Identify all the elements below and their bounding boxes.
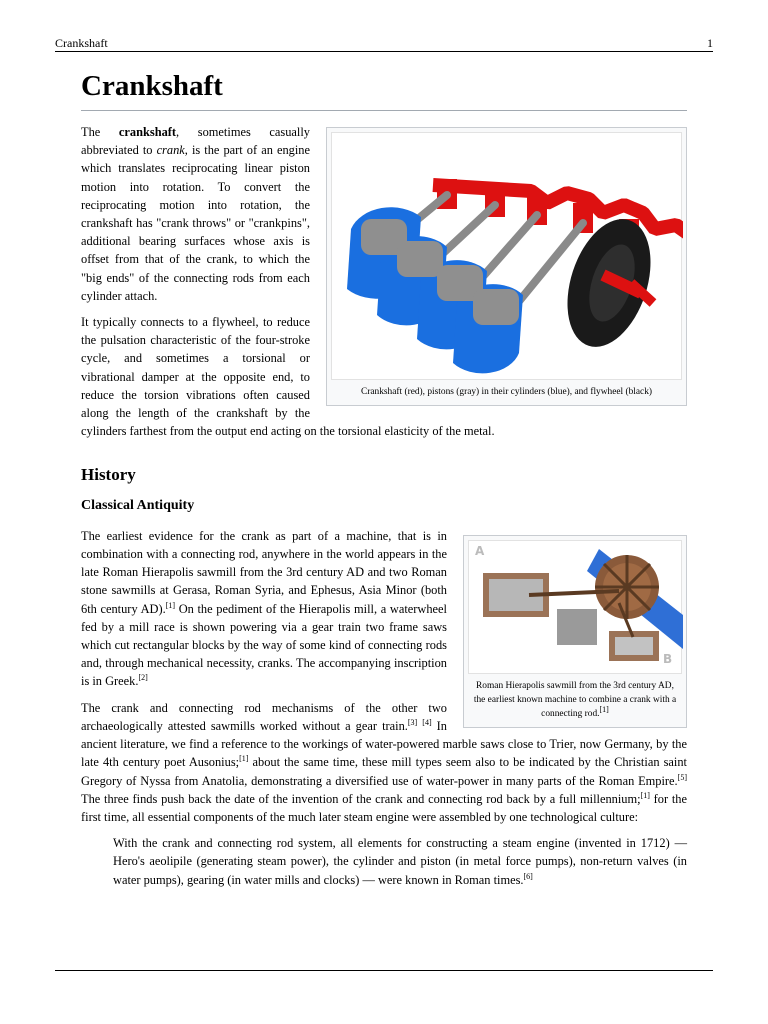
page-title: Crankshaft <box>81 70 223 102</box>
citation[interactable]: [1] <box>239 754 249 764</box>
running-title: Crankshaft <box>55 36 108 50</box>
citation[interactable]: [4] <box>422 717 432 727</box>
classical-antiquity-heading: Classical Antiquity <box>81 497 195 513</box>
history-heading: History <box>81 465 136 485</box>
block-quote: With the crank and connecting rod system, all elements for constructing a steam engine (invented in 1712) — Hero's aeolipile (generating steam power), the cylinder and piston (in metal force pumps), non-return valves (in water pumps), gearing (in water mills and clocks) — were known in Roman times.[6] <box>113 836 687 887</box>
sawmill-illustration <box>468 540 682 674</box>
figure-caption: Roman Hierapolis sawmill from the 3rd century AD, the earliest known machine to combine a crank with a connecting rod.[1] <box>473 680 677 719</box>
crank-link[interactable]: crank <box>156 143 185 158</box>
figure-caption: Crankshaft (red), pistons (gray) in their cylinders (blue), and flywheel (black) <box>360 387 653 397</box>
history-paragraph-2: The crank and connecting rod mechanisms of the other two archaeologically attested sawmills worked without a gear train.[3] [4] In ancient literature, we find a reference to the workings of water-powered marble saws close to Trier, now Germany, by the late 4th century poet Ausonius;[1] about the same time, these mill types seem also to be indicated by the Christian saint Gregory of Nyssa from Anatolia, demonstrating a diversified use of water-power in many parts of the Roman Empire.[5] The three finds push back the date of the invention of the crank and connecting rod back by a full millennium;[1] for the first time, all essential components of the much later steam engine were assembled by one technological culture: <box>81 700 688 824</box>
crankshaft-figure <box>326 127 687 406</box>
label-a: A <box>475 543 485 558</box>
header-rule <box>55 51 713 52</box>
intro-paragraph-1: The crankshaft, sometimes casually abbreviated to crank, is the part of an engine which translates reciprocating linear piston motion into rotation. To convert the reciprocating motion into rotation, the crankshaft has "crank throws" or "crankpins", additional bearing surfaces whose axis is offset from that of the crank, to which the "big ends" of the connecting rods from each cylinder attach. <box>81 125 310 303</box>
citation[interactable]: [2] <box>138 673 148 683</box>
crankshaft-illustration <box>331 132 682 380</box>
citation[interactable]: [1] <box>165 600 176 610</box>
footer-rule <box>55 970 713 971</box>
bold-term: crankshaft <box>118 125 177 139</box>
page-number: 1 <box>707 36 713 50</box>
label-b: B <box>663 651 673 666</box>
article-body <box>81 123 687 889</box>
history-paragraph-1: The earliest evidence for the crank as part of a machine, that is in combination with a connecting rod, anywhere in the world appears in the late Roman Hierapolis sawmill from the 3rd century AD and two Roman stone sawmills at Gerasa, Roman Syria, and Ephesus, Asia Minor (both 6th century AD).[1] On the pediment of the Hierapolis mill, a waterwheel fed by a mill race is shown powering via a gear train two frame saws which cut rectangular blocks by the way of some kind of connecting rods and, through mechanical necessity, cranks. The accompanying inscription is in Greek.[2] <box>81 528 447 689</box>
running-header <box>55 36 713 51</box>
citation[interactable]: [6] <box>523 871 533 881</box>
citation[interactable]: [1] <box>640 790 650 800</box>
intro-paragraph-2: It typically connects to a flywheel, to reduce the pulsation characteristic of the four-stroke cycle, and sometimes a torsional or vibrational damper at the opposite end, to reduce the torsion vibrations often caused along the length of the crankshaft by the cylinders farthest from the output end acting on the torsional elasticity of the metal. <box>81 315 495 439</box>
citation[interactable]: [1] <box>599 704 609 714</box>
citation[interactable]: [3] <box>407 717 418 727</box>
citation[interactable]: [5] <box>677 772 687 782</box>
sawmill-figure <box>463 535 687 728</box>
title-rule <box>81 110 687 111</box>
